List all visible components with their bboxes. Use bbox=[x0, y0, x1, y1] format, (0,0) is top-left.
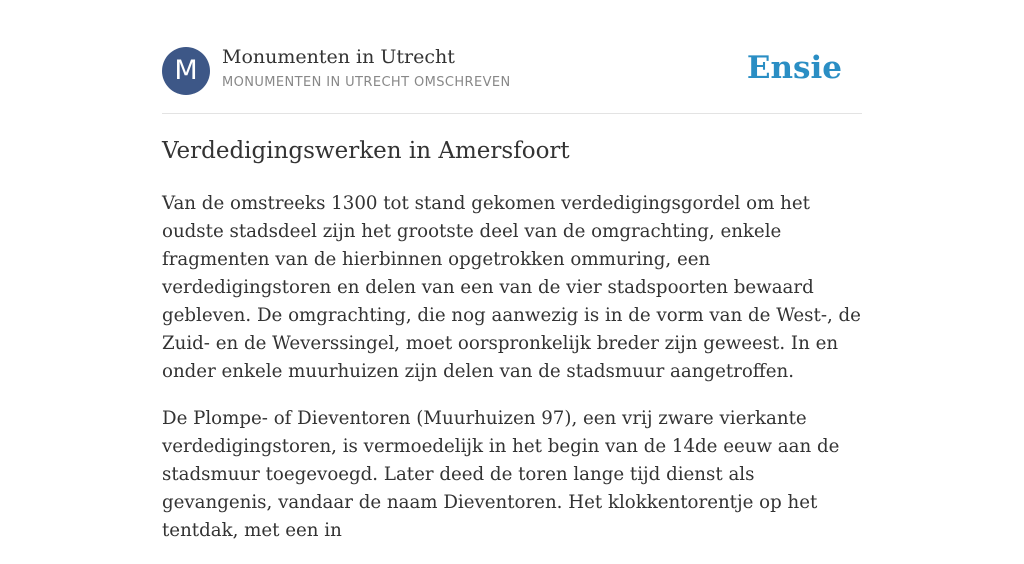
article-title: Verdedigingswerken in Amersfoort bbox=[162, 138, 570, 164]
article-body bbox=[162, 190, 862, 564]
site-title[interactable]: Monumenten in Utrecht bbox=[222, 46, 455, 68]
article-paragraph: Van de omstreeks 1300 tot stand gekomen verdedigingsgordel om het oudste stadsdeel zijn het grootste deel van de omgrachting, enkele fragmenten van de hierbinnen opgetrokken ommuring, een verdedigingstoren en delen van een van de vier stadspoorten bewaard gebleven. De omgrachting, die nog aanwezig is in de vorm van de West-, de Zuid- en de Weverssingel, moet oorspronkelijk breder zijn geweest. In en onder enkele muurhuizen zijn delen van de stadsmuur aangetroffen. bbox=[162, 193, 861, 382]
site-header bbox=[162, 46, 862, 96]
article-paragraph: De Plompe- of Dieventoren (Muurhuizen 97), een vrij zware vierkante verdedigingstoren, is vermoedelijk in het begin van de 14de eeuw aan de stadsmuur toegevoegd. Later deed de toren lange tijd dienst als gevangenis, vandaar de naam Dieventoren. Het klokkentorentje op het tentdak, met een in bbox=[162, 408, 840, 541]
avatar[interactable]: M bbox=[162, 47, 210, 95]
header-divider bbox=[162, 113, 862, 114]
site-subtitle: MONUMENTEN IN UTRECHT OMSCHREVEN bbox=[222, 75, 511, 90]
ensie-logo[interactable]: Ensie bbox=[746, 50, 842, 86]
